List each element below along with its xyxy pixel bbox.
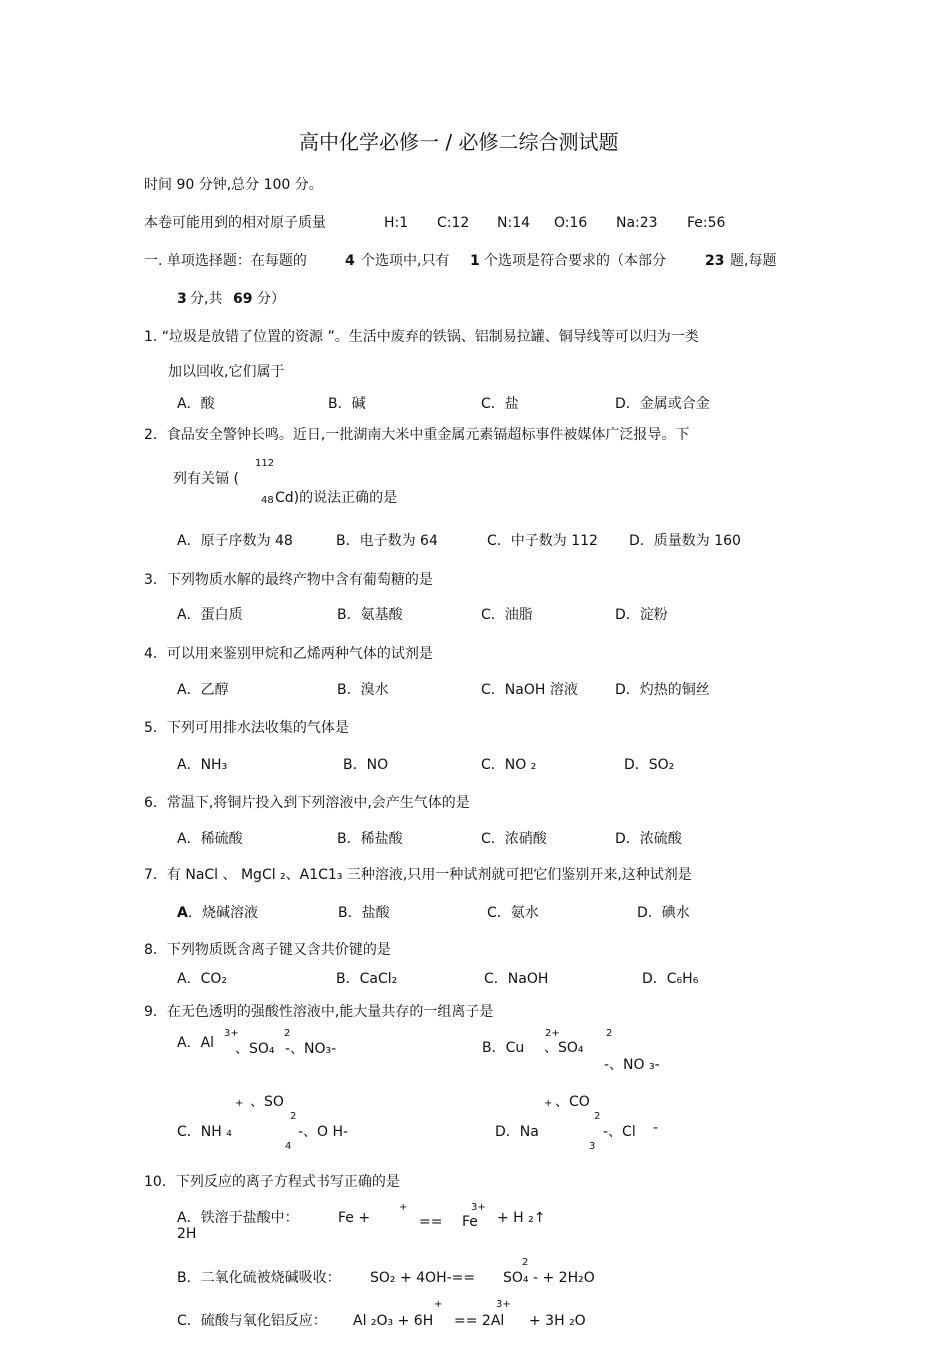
superscript: + [434,1299,443,1310]
section-text: 一. 单项选择题：在每题的 [144,253,307,269]
superscript: 2 [606,1028,613,1039]
option-b: B．CaCl₂ [336,971,398,987]
equation-text: == [419,1214,443,1230]
option-d: D．碘水 [637,905,690,921]
superscript: - [653,1120,659,1136]
option-text: 、CO [555,1094,590,1110]
question-stem: 1. “垃圾是放错了位置的资源 ”。生活中废弃的铁锅、铝制易拉罐、铜导线等可以归为一类 [144,329,699,345]
option-d: D．质量数为 160 [629,533,741,549]
superscript: 2 [594,1111,601,1122]
atomic-mass-item: N:14 [497,215,531,231]
option-b: B．氨基酸 [337,607,403,623]
atomic-number: 48 [261,495,274,506]
option-a: A．乙醇 [177,682,229,698]
equation-text: + H ₂↑ [497,1210,546,1226]
atomic-mass-item: Fe:56 [687,215,726,231]
section-text: 个选项是符合要求的（本部分 [484,253,666,269]
section-number: 3 [177,291,187,307]
option-d: D．C₆H₆ [642,971,699,987]
section-text: 分） [257,291,285,307]
mass-number: 112 [255,458,275,469]
option-d: D．淀粉 [615,607,668,623]
option-text: -、Cl [603,1124,636,1140]
superscript: 3+ [224,1028,239,1039]
page-title: 高中化学必修一 / 必修二综合测试题 [299,130,619,154]
option-text: D．Na [495,1124,539,1140]
question-stem: 加以回收,它们属于 [168,364,285,380]
superscript: 3+ [496,1299,511,1310]
section-number: 1 [470,253,480,269]
equation-text: + 3H ₂O [529,1313,586,1329]
superscript: + [399,1202,408,1213]
time-line: 时间 90 分钟,总分 100 分。 [144,177,323,193]
option-text: 、SO [250,1094,284,1110]
section-number: 23 [705,253,725,269]
atomic-mass-label: 本卷可能用到的相对原子质量 [144,215,326,231]
option-d: D．SO₂ [624,757,675,773]
option-c: C．NO ₂ [481,757,537,773]
equation-text: - + 2H₂O [533,1270,595,1286]
option-a: A．稀硫酸 [177,831,243,847]
option-text: -、NO₃- [285,1041,337,1057]
option-c: C．油脂 [481,607,533,623]
option-d: D．金属或合金 [615,396,710,412]
option-label: B．二氧化硫被烧碱吸收： [177,1270,341,1286]
superscript: 2+ [545,1028,560,1039]
equation-text: Fe + [338,1210,371,1226]
equation-text: SO₂ + 4OH-== [370,1270,476,1286]
option-a: A．酸 [177,396,215,412]
question-stem: 9．在无色透明的强酸性溶液中,能大量共存的一组离子是 [144,1004,494,1020]
question-stem: 3．下列物质水解的最终产物中含有葡萄糖的是 [144,572,433,588]
equation-text: Fe [462,1214,478,1230]
option-a: A．CO₂ [177,971,227,987]
subscript: 4 [285,1141,292,1152]
section-number: 4 [345,253,355,269]
option-d: D．灼热的铜丝 [615,682,710,698]
superscript: 2 [284,1028,291,1039]
question-stem: 8．下列物质既含离子键又含共价键的是 [144,942,391,958]
option-label: A．铁溶于盐酸中： [177,1210,299,1226]
superscript: 2 [290,1111,297,1122]
question-stem: 5．下列可用排水法收集的气体是 [144,720,349,736]
section-text: 题,每题 [730,253,777,269]
question-stem: 4．可以用来鉴别甲烷和乙烯两种气体的试剂是 [144,646,433,662]
option-d: D．浓硫酸 [615,831,682,847]
equation-text: 2H [177,1226,197,1242]
option-text: -、NO ₃- [604,1057,660,1073]
superscript: 3+ [471,1202,486,1213]
option-b: B．盐酸 [338,905,390,921]
option-text: -、O H- [298,1124,349,1140]
option-a: A．NH₃ [177,757,228,773]
section-text: 个选项中,只有 [361,253,450,269]
atomic-mass-item: H:1 [384,215,409,231]
superscript: 2 [522,1257,529,1268]
atomic-mass-item: C:12 [437,215,470,231]
question-stem: 列有关镉 ( [173,471,239,487]
equation-text: SO₄ [503,1270,529,1286]
option-c: C．浓硝酸 [481,831,547,847]
option-a: ．烧碱溶液 [188,905,258,921]
question-stem: 2．食品安全警钟长鸣。近日,一批湖南大米中重金属元素镉超标事件被媒体广泛报导。下 [144,427,690,443]
option-b: B．稀盐酸 [337,831,403,847]
equation-text: == 2Al [454,1313,505,1329]
option-c: C．盐 [481,396,519,412]
option-label: C．硫酸与氧化铝反应： [177,1313,327,1329]
option-text: B．Cu [482,1040,525,1056]
atomic-mass-item: Na:23 [616,215,658,231]
superscript: + [544,1098,553,1109]
option-text: 、SO₄ [544,1040,584,1056]
option-text: A．Al [177,1035,215,1051]
equation-text: Al ₂O₃ + 6H [353,1313,434,1329]
option-b: B．NO [343,757,389,773]
question-stem: 7．有 NaCl 、 MgCl ₂、A1C1₃ 三种溶液,只用一种试剂就可把它们鉴别开来,这种试剂是 [144,867,692,883]
option-c: C．氨水 [487,905,539,921]
option-b: B．溴水 [337,682,389,698]
option-c: C．NaOH [484,971,549,987]
option-a: A．原子序数为 48 [177,533,293,549]
option-b: B．碱 [328,396,366,412]
question-stem: Cd)的说法正确的是 [275,490,398,506]
option-text: 、SO₄ [235,1041,275,1057]
option-c: C．中子数为 112 [487,533,598,549]
section-text: 分,共 [190,291,223,307]
option-b: B．电子数为 64 [336,533,438,549]
option-text: C．NH ₄ [177,1124,232,1140]
subscript: 3 [589,1141,596,1152]
section-number: 69 [233,291,253,307]
option-c: C．NaOH 溶液 [481,682,578,698]
superscript: + [235,1098,244,1109]
question-stem: 6．常温下,将铜片投入到下列溶液中,会产生气体的是 [144,795,470,811]
question-stem: 10．下列反应的离子方程式书写正确的是 [144,1174,400,1190]
atomic-mass-item: O:16 [554,215,588,231]
option-a-letter: A [177,905,188,921]
option-a: A．蛋白质 [177,607,243,623]
